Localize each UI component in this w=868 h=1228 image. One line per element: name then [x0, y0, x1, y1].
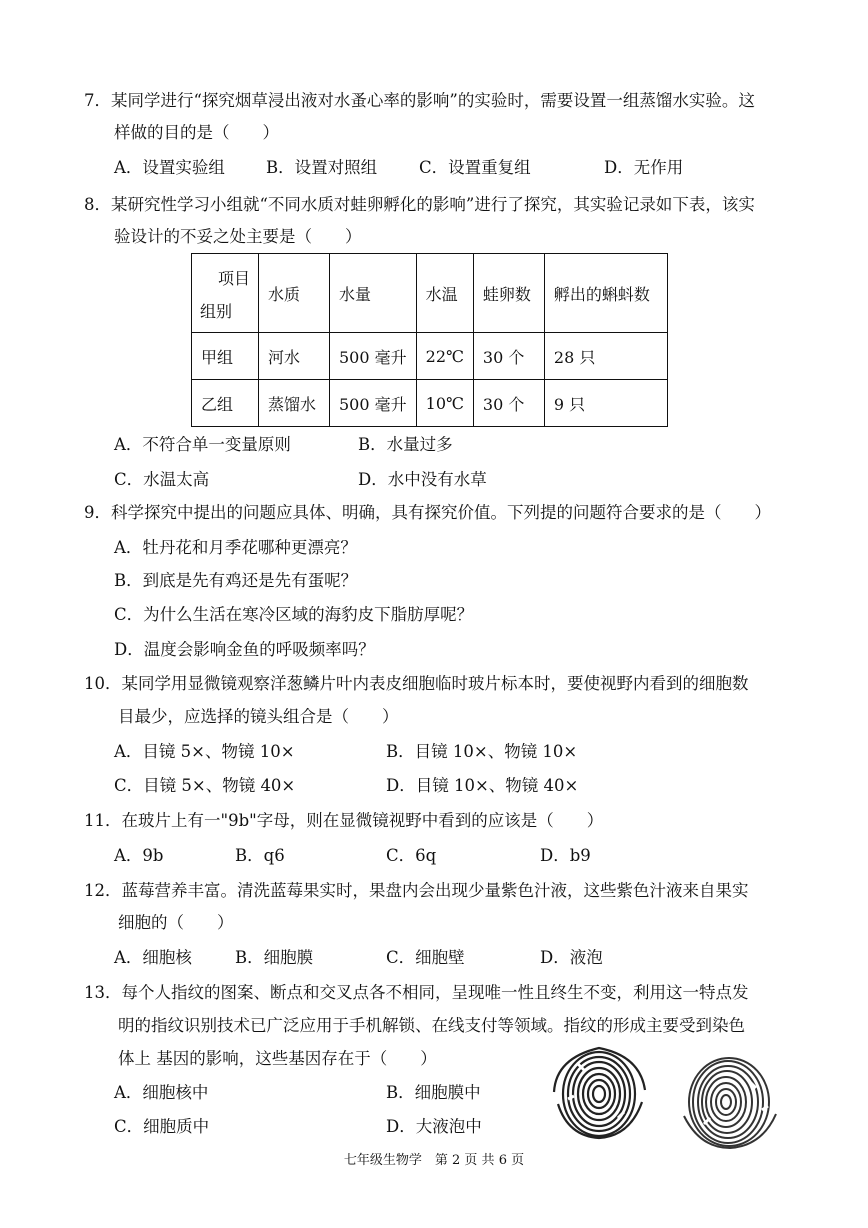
table-header-cell: 孵出的蝌蚪数	[544, 254, 667, 333]
q8-option-c: C．水温太高	[114, 470, 210, 489]
q12-option-a: A．细胞核	[114, 948, 192, 967]
q9-option-b: B．到底是先有鸡还是先有蛋呢？	[114, 571, 358, 590]
q12-option-c: C．细胞壁	[386, 948, 465, 967]
q7-option-c: C．设置重复组	[419, 158, 531, 177]
q10-option-a: A．目镜 5×、物镜 10×	[114, 742, 295, 761]
q12-option-d: D．液泡	[540, 948, 603, 967]
q13-option-b: B．细胞膜中	[386, 1083, 481, 1102]
experiment-record-table	[191, 253, 668, 427]
q10-option-b: B．目镜 10×、物镜 10×	[386, 742, 578, 761]
q11-stem: 11．在玻片上有一"9b"字母，则在显微镜视野中看到的应该是（ ）	[84, 811, 604, 830]
table-header-row	[192, 254, 668, 333]
q10-option-c: C．目镜 5×、物镜 40×	[114, 776, 296, 795]
q12-option-b: B．细胞膜	[235, 948, 314, 967]
q11-option-a: A．9b	[114, 846, 164, 865]
table-header-cell: 蛙卵数	[473, 254, 544, 333]
q13-stem-line2: 明的指纹识别技术已广泛应用于手机解锁、在线支付等领域。指纹的形成主要受到染色	[118, 1016, 745, 1035]
q9-option-a: A．牡丹花和月季花哪种更漂亮？	[114, 538, 357, 557]
q11-option-b: B．q6	[235, 846, 285, 865]
q8-option-d: D．水中没有水草	[358, 470, 487, 489]
page-footer: 七年级生物学 第 2 页 共 6 页	[343, 1153, 525, 1168]
q13-stem-line1: 13．每个人指纹的图案、断点和交叉点各不相同，呈现唯一性且终生不变，利用这一特点发	[84, 983, 749, 1002]
q7-option-a: A．设置实验组	[114, 158, 225, 177]
q9-option-d: D．温度会影响金鱼的呼吸频率吗？	[114, 640, 375, 659]
table-cell: 500 毫升	[330, 380, 417, 427]
fingerprint-image-left	[548, 1044, 650, 1140]
q7-stem-line1: 7．某同学进行“探究烟草浸出液对水蚤心率的影响”的实验时，需要设置一组蒸馏水实验。这	[84, 91, 755, 110]
q10-stem-line2: 目最少，应选择的镜头组合是（ ）	[118, 707, 399, 726]
q7-stem-line2: 样做的目的是（ ）	[114, 123, 279, 142]
table-cell: 28 只	[544, 333, 667, 380]
q7-option-b: B．设置对照组	[266, 158, 378, 177]
q11-option-d: D．b9	[540, 846, 591, 865]
q13-option-a: A．细胞核中	[114, 1083, 209, 1102]
table-header-cell: 水量	[330, 254, 417, 333]
table-row	[192, 333, 668, 380]
q8-stem-line2: 验设计的不妥之处主要是（ ）	[114, 227, 362, 246]
table-cell: 甲组	[192, 333, 259, 380]
q12-stem-line1: 12．蓝莓营养丰富。清洗蓝莓果实时，果盘内会出现少量紫色汁液，这些紫色汁液来自果实	[84, 881, 749, 900]
q11-option-c: C．6q	[386, 846, 437, 865]
q9-option-c: C．为什么生活在寒冷区域的海豹皮下脂肪厚呢？	[114, 605, 474, 624]
table-cell: 10℃	[416, 380, 473, 427]
q13-option-d: D．大液泡中	[386, 1117, 482, 1136]
q7-option-d: D．无作用	[604, 158, 684, 177]
table-cell: 9 只	[544, 380, 667, 427]
table-corner-cell	[192, 254, 259, 333]
corner-label-item: 项目	[217, 269, 250, 288]
q10-stem-line1: 10．某同学用显微镜观察洋葱鳞片叶内表皮细胞临时玻片标本时，要使视野内看到的细胞数	[84, 674, 749, 693]
q13-option-c: C．细胞质中	[114, 1117, 210, 1136]
table-cell: 22℃	[416, 333, 473, 380]
table-header-cell: 水质	[259, 254, 330, 333]
table-cell: 30 个	[473, 380, 544, 427]
q10-option-d: D．目镜 10×、物镜 40×	[386, 776, 579, 795]
q13-stem-line3: 体上 基因的影响，这些基因存在于（ ）	[118, 1049, 437, 1068]
table-cell: 河水	[259, 333, 330, 380]
q8-stem-line1: 8．某研究性学习小组就“不同水质对蛙卵孵化的影响”进行了探究，其实验记录如下表，该实	[84, 195, 755, 214]
q9-stem: 9．科学探究中提出的问题应具体、明确，具有探究价值。下列提的问题符合要求的是（ ）	[84, 503, 771, 522]
table-cell: 乙组	[192, 380, 259, 427]
fingerprint-image-right	[676, 1054, 782, 1150]
table-header-cell: 水温	[416, 254, 473, 333]
q12-stem-line2: 细胞的（ ）	[118, 913, 234, 932]
table-cell: 蒸馏水	[259, 380, 330, 427]
corner-label-group: 组别	[200, 302, 233, 321]
table-cell: 500 毫升	[330, 333, 417, 380]
table-row	[192, 380, 668, 427]
q8-option-b: B．水量过多	[358, 435, 453, 454]
table-cell: 30 个	[473, 333, 544, 380]
q8-option-a: A．不符合单一变量原则	[114, 435, 291, 454]
